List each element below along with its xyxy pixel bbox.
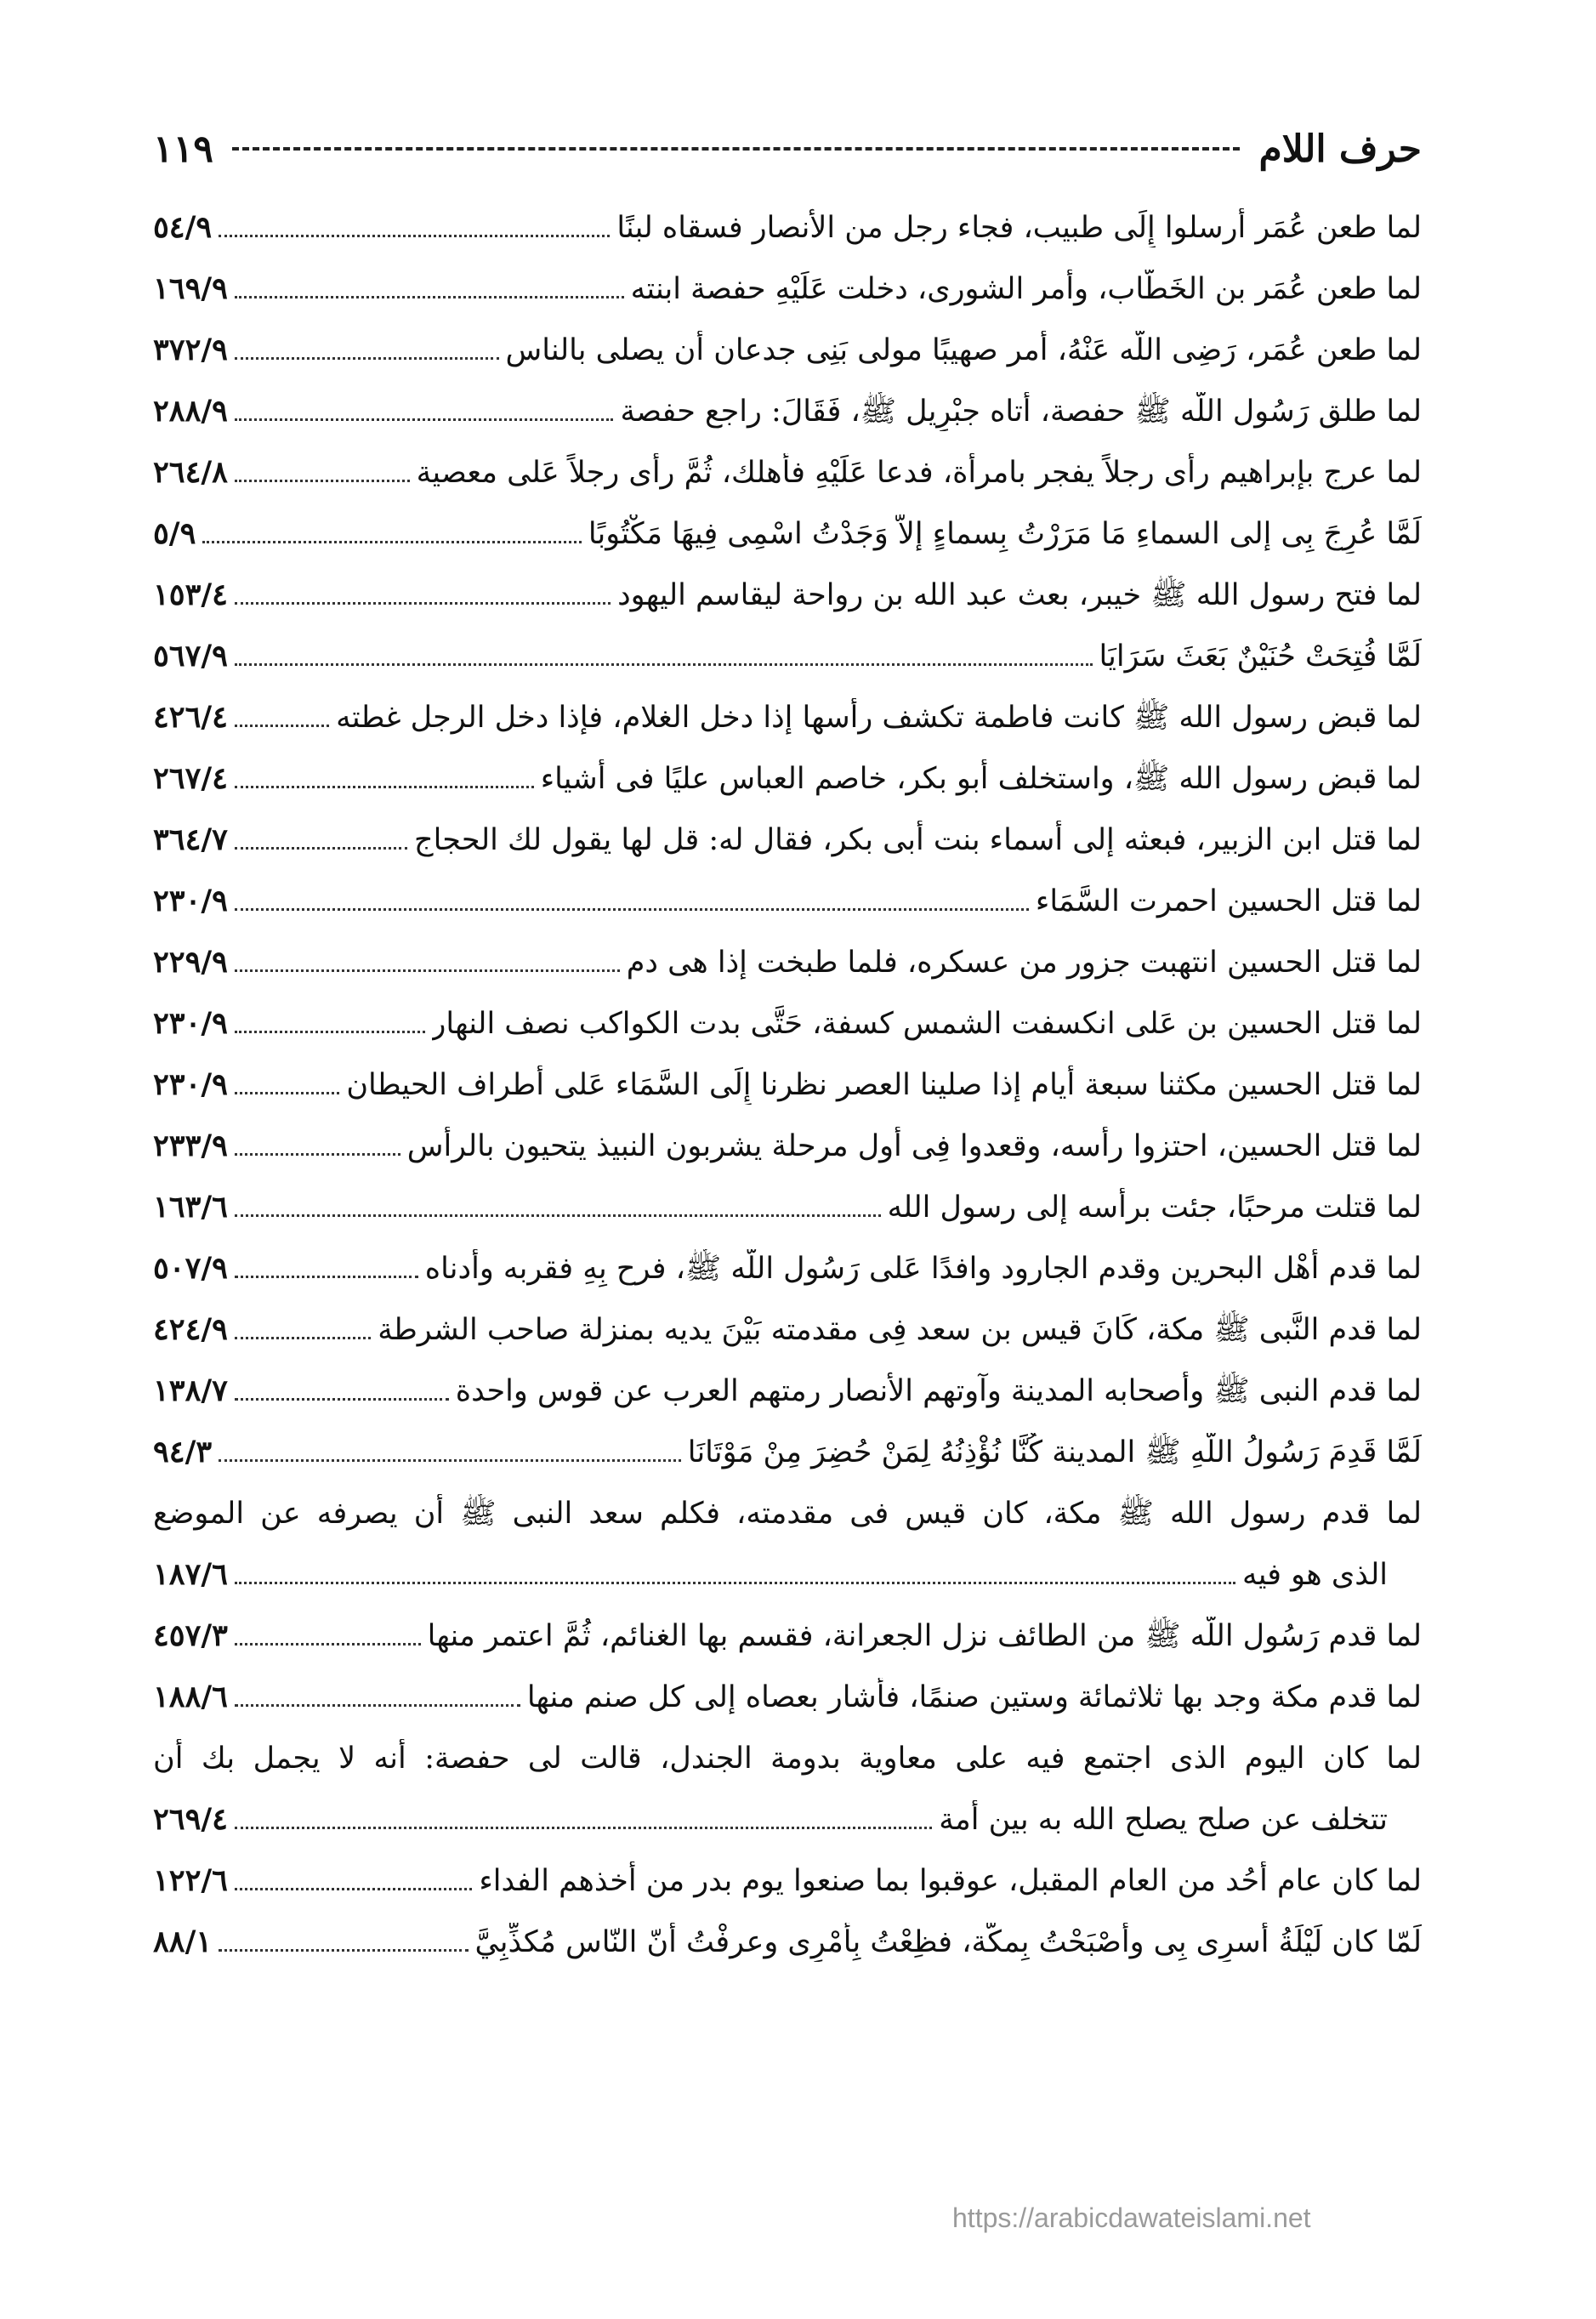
entry-reference: ٢٦٤/٨ (153, 455, 228, 490)
entry-leader-dots (235, 1582, 1235, 1584)
entry-text: لَمَّا قَدِمَ رَسُولُ اللَّهِ ﷺ المدينة كُنَّا نُؤْذِنُهُ لِمَنْ حُضِرَ مِنْ مَوْتَانَا (687, 1435, 1422, 1469)
entry-leader-dots (219, 1949, 468, 1952)
page-number: ١١٩ (153, 127, 213, 171)
entry-text: لما قبض رسول الله ﷺ كانت فاطمة تكشف رأسها إذا دخل الغلام، فإذا دخل الرجل غطته (336, 701, 1422, 735)
entry-leader-dots (235, 602, 611, 605)
index-entry (153, 576, 1422, 615)
entry-text: لما قدم مكة وجد بها ثلاثمائة وستين صنمًا، فأشار بعصاه إلى كل صنم منها (526, 1680, 1422, 1714)
index-entry (153, 1678, 1422, 1717)
entry-text: لما طلق رَسُول اللَّه ﷺ حفصة، أتاه جبْرِيل ﷺ، فَقَالَ: راجع حفصة (620, 395, 1422, 429)
entry-leader-dots (219, 1459, 681, 1462)
entry-text: لما قدم أَهْل البحرين وقدم الجارود وافدًا عَلى رَسُول اللَّه ﷺ، فرح بِهِ فقربه وأدناه (424, 1252, 1422, 1286)
entry-reference: ٢٢٩/٩ (153, 945, 228, 980)
entry-leader-dots (235, 1153, 400, 1156)
entry-line2-row (153, 1555, 1422, 1594)
entry-leader-dots (235, 1214, 881, 1217)
index-entry (153, 759, 1422, 799)
entry-reference: ٥٠٧/٩ (153, 1251, 228, 1286)
entry-leader-dots (235, 847, 407, 850)
entry-reference: ٢٣٠/٩ (153, 1006, 228, 1041)
entry-leader-dots (235, 969, 620, 972)
entry-text: لما قتل الحسين، احتزوا رأسه، وقعدوا فِى أول مرحلة يشربون النبيذ يتحيون بالرأس (406, 1129, 1422, 1163)
entry-leader-dots (235, 908, 1029, 911)
index-entry (153, 1861, 1422, 1901)
entry-leader-dots (235, 1704, 520, 1707)
entry-text: لما طعن عُمَر بن الخَطَّاب، وأمر الشورى، دخلت عَلَيْهِ حفصة ابنته (630, 272, 1422, 306)
entry-text-line2: الذى هو فيه (1241, 1558, 1388, 1592)
entry-reference: ٢٣٠/٩ (153, 1067, 228, 1102)
entry-reference: ١٦٣/٦ (153, 1190, 228, 1225)
index-entry (153, 637, 1422, 676)
entry-text: لما طعن عُمَر، رَضِى اللَّه عَنْهُ، أمر صهيبًا مولى بَنِى جدعان أن يصلى بالناس (505, 333, 1422, 367)
entry-leader-dots (235, 1276, 418, 1278)
entry-reference: ١٣٨/٧ (153, 1373, 228, 1408)
entry-reference: ٤٥٧/٣ (153, 1618, 228, 1653)
entry-leader-dots (235, 786, 534, 788)
entry-text: لَمَّا فُتِحَتْ حُنَيْنٌ بَعَثَ سَرَايَا (1099, 639, 1422, 674)
entry-leader-dots (235, 1337, 371, 1339)
entry-text: لما طعن عُمَر أرسلوا إِلَى طبيب، فجاء رجل من الأنصار فسقاه لبنًا (616, 211, 1422, 245)
entry-reference: ٥/٩ (153, 516, 196, 551)
index-entry-multiline (153, 1739, 1422, 1839)
entry-reference: ٣٧٢/٩ (153, 333, 228, 367)
index-entry (153, 331, 1422, 370)
watermark-url: https://arabicdawateislami.net (952, 2202, 1311, 2233)
entry-reference: ١٥٣/٤ (153, 577, 228, 612)
index-entry (153, 270, 1422, 309)
entry-leader-dots (235, 1827, 932, 1829)
entry-leader-dots (235, 296, 624, 298)
entry-line2-row (153, 1800, 1422, 1839)
index-entry (153, 943, 1422, 982)
entry-reference: ٤٢٤/٩ (153, 1312, 228, 1347)
entry-leader-dots (235, 1398, 449, 1401)
index-entry (153, 1310, 1422, 1350)
entry-reference: ٥٤/٩ (153, 210, 213, 245)
page-header (153, 119, 1422, 179)
entry-text: لَمَّا عُرِجَ بِى إلى السماءِ مَا مَرَرْتُ بِسماءٍ إلاَّ وَجَدْتُ اسْمِى فِيهَا مَكْتُوبًا (588, 517, 1422, 551)
entry-reference: ٤٢٦/٤ (153, 700, 228, 735)
entry-leader-dots (235, 480, 410, 482)
entry-leader-dots (235, 1092, 339, 1094)
entry-leader-dots (235, 1888, 472, 1890)
index-entry (153, 1433, 1422, 1472)
entry-reference: ٢٨٨/٩ (153, 394, 228, 429)
entry-reference: ٥٦٧/٩ (153, 639, 228, 674)
entry-text: لما كان عام أُحُد من العام المقبل، عوقبوا بما صنعوا يوم بدر من أخذهم الفداء (479, 1864, 1422, 1898)
entry-leader-dots (235, 1031, 425, 1033)
entry-text: لما قتل الحسين احمرت السَّمَاء (1035, 884, 1422, 918)
entry-text: لما قتلت مرحبًا، جئت برأسه إلى رسول الله (887, 1191, 1422, 1225)
index-entry-multiline (153, 1494, 1422, 1594)
entry-reference: ٣٦٤/٧ (153, 822, 228, 857)
index-entry (153, 1372, 1422, 1411)
entry-text: لما قبض رسول الله ﷺ، واستخلف أبو بكر، خاصم العباس عليًا فى أشياء (540, 762, 1422, 796)
entry-text: لما قدم رَسُول اللَّه ﷺ من الطائف نزل الجعرانة، فقسم بها الغنائم، ثُمَّ اعتمر منها (427, 1619, 1422, 1653)
entry-text: لما قتل الحسين مكثنا سبعة أيام إذا صلينا العصر نظرنا إِلَى السَّمَاء عَلى أطراف الحيطان (346, 1068, 1422, 1102)
index-entry (153, 1127, 1422, 1166)
entry-reference: ٢٣٠/٩ (153, 884, 228, 918)
entry-text: لما فتح رسول الله ﷺ خيبر، بعث عبد الله بن رواحة ليقاسم اليهود (617, 578, 1422, 612)
entry-leader-dots (219, 235, 610, 237)
index-entry (153, 208, 1422, 247)
index-entry (153, 821, 1422, 860)
entry-leader-dots (235, 663, 1093, 666)
entry-reference: ١٨٧/٦ (153, 1557, 228, 1592)
index-entry (153, 514, 1422, 554)
index-entry (153, 1923, 1422, 1962)
header-rule (232, 147, 1241, 151)
entry-text-line1: لما قدم رسول الله ﷺ مكة، كان قيس فى مقدمته، فكلم سعد النبى ﷺ أن يصرفه عن الموضع (153, 1497, 1422, 1531)
index-entry (153, 1617, 1422, 1656)
index-entries (153, 208, 1422, 1984)
entry-reference: ٢٦٧/٤ (153, 761, 228, 796)
entry-reference: ١٢٢/٦ (153, 1863, 228, 1898)
index-entry (153, 882, 1422, 921)
index-entry (153, 1249, 1422, 1288)
entry-text: لما قتل ابن الزبير، فبعثه إلى أسماء بنت أبى بكر، فقال له: قل لها يقول لك الحجاج (414, 823, 1422, 857)
entry-text: لَمّا كان لَيْلَةُ أُسرِى بِى وأَصْبَحْتُ بِمكَّة، فظِعْتُ بِأمْرِى وعرفْتُ أنّ النّاس مُكذِّبِيَّ (474, 1925, 1422, 1959)
entry-text: لما قدم النبى ﷺ وأصحابه المدينة وآوتهم الأنصار رمتهم العرب عن قوس واحدة (455, 1374, 1422, 1408)
entry-reference: ٨٨/١ (153, 1924, 213, 1959)
entry-leader-dots (202, 541, 581, 543)
index-entry (153, 1066, 1422, 1105)
entry-text-line1: لما كان اليوم الذى اجتمع فيه على معاوية بدومة الجندل، قالت لى حفصة: أنه لا يجمل بك أن (153, 1742, 1422, 1776)
entry-reference: ٢٣٣/٩ (153, 1128, 228, 1163)
index-entry (153, 1004, 1422, 1043)
entry-reference: ٩٤/٣ (153, 1435, 213, 1469)
entry-reference: ٢٦٩/٤ (153, 1802, 228, 1837)
entry-text: لما عرج بإبراهيم رأى رجلاً يفجر بامرأة، فدعا عَلَيْهِ فأهلك، ثُمَّ رأى رجلاً عَلى معصية (416, 456, 1422, 490)
index-entry (153, 1188, 1422, 1227)
entry-text: لما قتل الحسين انتهبت جزور من عسكره، فلما طبخت إذا هى دم (626, 946, 1422, 980)
index-entry (153, 698, 1422, 737)
entry-reference: ١٦٩/٩ (153, 271, 228, 306)
entry-reference: ١٨٨/٦ (153, 1680, 228, 1714)
index-entry (153, 453, 1422, 492)
entry-leader-dots (235, 418, 613, 421)
entry-leader-dots (235, 725, 329, 727)
index-entry (153, 392, 1422, 431)
chapter-title: حرف اللام (1258, 127, 1422, 171)
entry-text: لما قدم النَّبى ﷺ مكة، كَانَ قيس بن سعد فِى مقدمته بَيْنَ يديه بمنزلة صاحب الشرطة (378, 1313, 1422, 1347)
entry-leader-dots (235, 1643, 421, 1645)
entry-leader-dots (235, 357, 499, 360)
entry-text-line2: تتخلف عن صلح يصلح الله به بين أمة (939, 1803, 1388, 1837)
entry-text: لما قتل الحسين بن عَلى انكسفت الشمس كسفة، حَتَّى بدت الكواكب نصف النهار (431, 1007, 1422, 1041)
